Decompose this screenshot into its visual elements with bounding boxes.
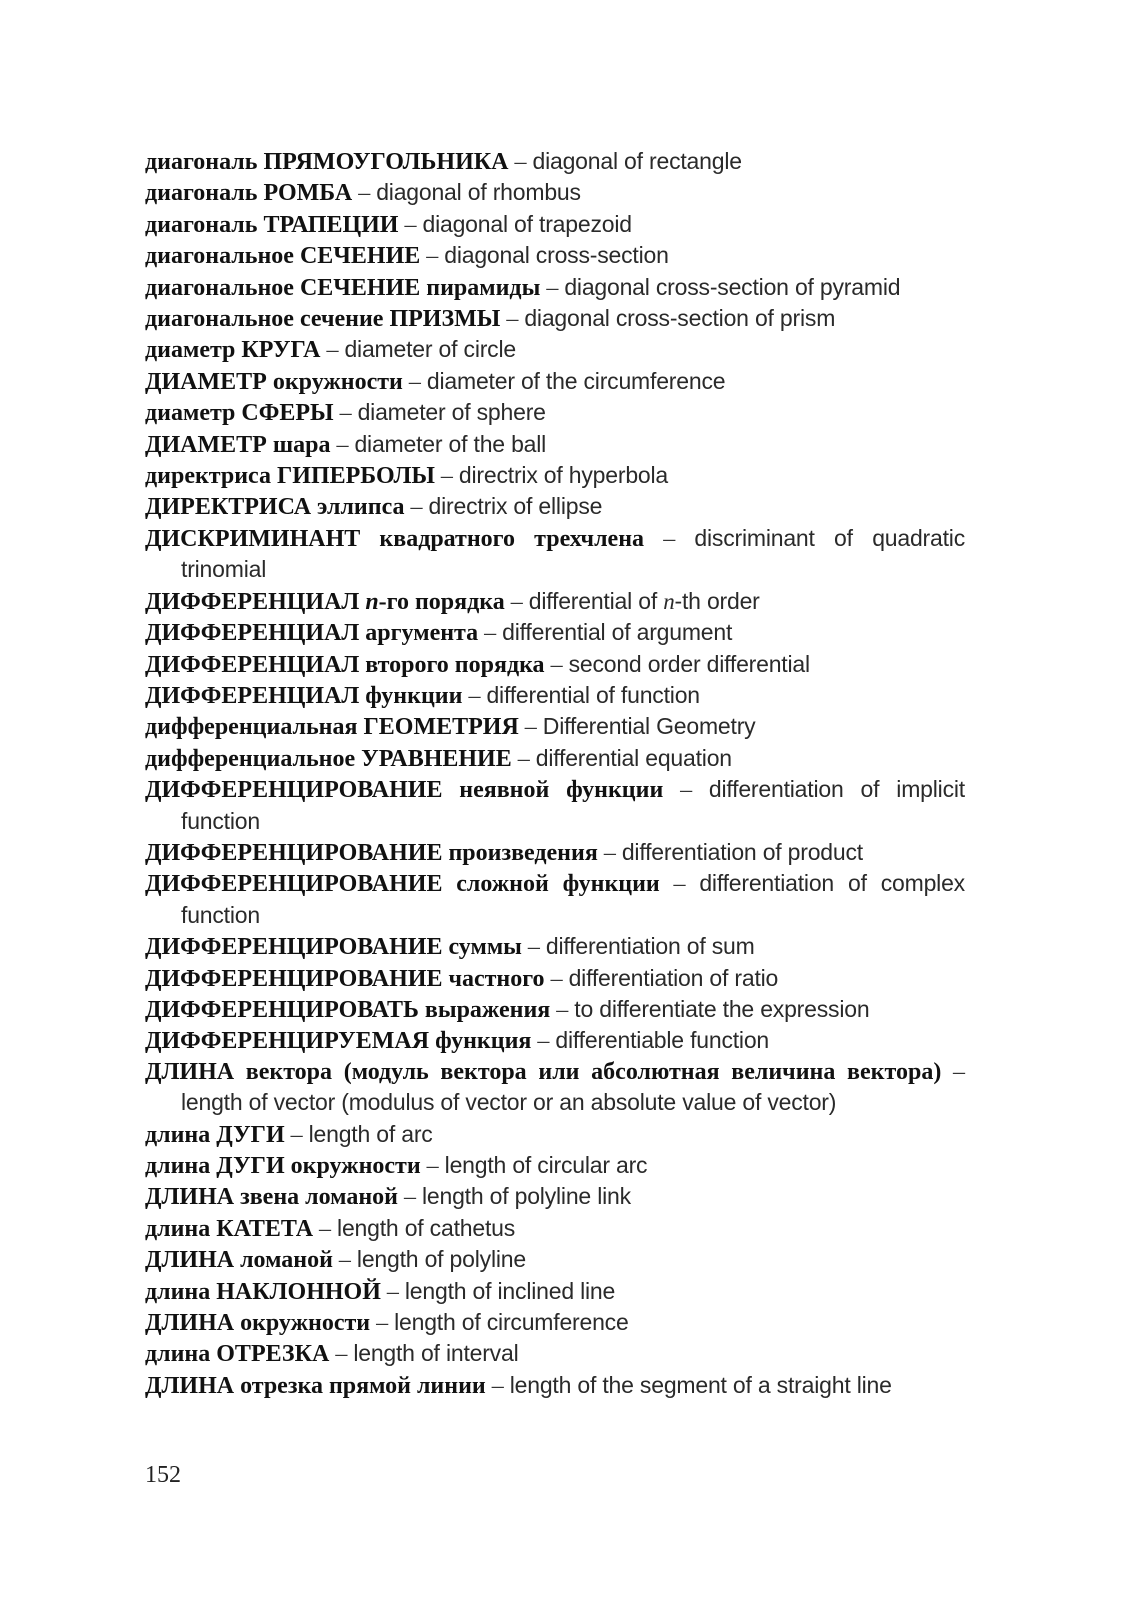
entry-term [145,589,505,615]
dictionary-entry [145,774,965,837]
entry-translation: discriminant of quadratic trinomial [181,524,966,583]
entry-term: ДЛИНА окружности [145,1310,371,1337]
entry-separator: – [404,494,429,521]
dictionary-entry [145,1244,965,1275]
entry-separator: – [518,714,543,741]
entry-term: ДИФФЕРЕНЦИРОВАНИЕ произведения [145,839,598,866]
entry-term: длина ДУГИ окружности [145,1153,421,1179]
entry-term: директриса ГИПЕРБОЛЫ [145,463,435,490]
dictionary-entry [145,146,965,177]
dictionary-entry [145,711,965,742]
dictionary-entry [145,837,965,868]
entry-term: дифференциальное УРАВНЕНИЕ [145,745,512,772]
dictionary-entry [145,303,965,334]
entry-translation: diagonal of rectangle [532,148,742,174]
dictionary-entry [145,397,965,428]
entry-separator: – [462,682,487,709]
entry-translation: length of polyline link [422,1183,631,1210]
entry-term: ДИРЕКТРИСА эллипса [145,494,405,521]
entry-translation: length of the segment of a straight line [509,1371,892,1398]
entry-translation: diagonal of trapezoid [422,210,632,237]
entry-term: диагональное СЕЧЕНИЕ [145,243,421,270]
dictionary-entry [145,963,965,994]
entry-translation [529,588,760,614]
entry-translation: diameter of the circumference [426,367,726,394]
dictionary-entry [145,649,965,680]
entry-translation: diagonal cross-section of pyramid [564,273,901,300]
entry-separator: – [550,996,575,1023]
entry-translation: differentiation of sum [545,933,755,960]
dictionary-entry [145,1338,965,1369]
dictionary-entry [145,523,965,586]
entry-term: ДЛИНА звена ломаной [145,1184,398,1211]
entry-term: ДЛИНА отрезка прямой линии [145,1372,486,1399]
entry-term: длина НАКЛОННОЙ [145,1278,381,1305]
dictionary-entry [145,334,965,365]
entry-translation: length of inclined line [404,1277,616,1304]
entry-translation: Differential Geometry [542,713,756,740]
entry-translation: differentiation of complex function [181,870,965,928]
entry-translation: length of circumference [394,1309,629,1336]
entry-separator: – [402,368,427,395]
entry-separator: – [659,871,700,898]
entry-separator: – [284,1121,309,1148]
entry-separator: – [540,274,565,301]
dictionary-entry [145,1213,965,1244]
dictionary-entry [145,931,965,962]
entry-separator: – [941,1058,966,1085]
entry-term: диаметр КРУГА [145,337,321,364]
entry-separator: – [333,400,358,427]
entry-translation: diameter of circle [344,336,516,363]
entry-term: ДИФФЕРЕНЦИРОВАТЬ выражения [145,996,551,1023]
entry-term-part: ДИФФЕРЕНЦИАЛ [145,588,366,615]
entry-term-part: -го порядка [378,588,505,615]
dictionary-entry [145,1370,965,1401]
dictionary-entry [145,240,965,271]
entry-translation: second order differential [568,650,810,677]
entry-term: ДЛИНА ломаной [145,1247,333,1274]
entry-term: длина КАТЕТА [145,1215,314,1242]
entry-separator: – [504,588,529,615]
entry-translation-part: differential of [528,587,664,614]
entry-separator: – [420,1153,445,1179]
entry-separator: – [370,1310,395,1337]
entry-separator: – [511,745,536,772]
entry-term: диаметр СФЕРЫ [145,400,334,427]
entry-translation: differentiation of product [621,838,863,865]
entry-term: ДЛИНА вектора (модуль вектора или абсолютная величина вектора) [145,1058,942,1085]
entry-separator: – [313,1215,338,1242]
entry-term: ДИФФЕРЕНЦИРОВАНИЕ частного [145,965,545,992]
entry-term: длина ОТРЕЗКА [145,1341,330,1368]
entry-term: ДИФФЕРЕНЦИАЛ аргумента [145,620,479,647]
entry-translation: diagonal of rhombus [376,179,581,206]
entry-term: ДИАМЕТР окружности [145,368,403,395]
entry-separator: – [531,1028,556,1055]
entry-translation: differentiation of ratio [568,964,779,991]
entry-separator: – [644,525,695,552]
dictionary-entry [145,1025,965,1056]
dictionary-entry [145,1276,965,1307]
entry-separator: – [332,1247,357,1274]
entry-separator: – [380,1278,405,1305]
entry-separator: – [398,1184,422,1211]
entry-translation: differential equation [535,744,732,771]
entry-translation: directrix of ellipse [428,493,603,520]
dictionary-entry [145,743,965,774]
dictionary-entry [145,177,965,208]
entry-translation: to differentiate the expression [574,995,870,1022]
entry-translation: differentiation of implicit function [181,776,965,834]
entry-translation-variable: n [663,588,675,614]
entry-translation: length of circular arc [444,1152,648,1178]
entry-translation: differential of function [486,681,700,708]
entry-translation: diagonal cross-section [444,242,669,269]
entry-translation: diagonal cross-section of prism [524,305,836,332]
entry-separator: – [398,211,423,238]
entry-separator: – [521,934,546,961]
entry-term: ДИФФЕРЕНЦИРУЕМАЯ функция [145,1028,532,1055]
entry-term: дифференциальная ГЕОМЕТРИЯ [145,714,519,741]
entry-translation: diameter of the ball [354,430,547,457]
entry-separator: – [330,431,355,458]
entry-translation: length of interval [353,1340,519,1367]
entry-separator: – [329,1341,354,1368]
dictionary-entry [145,994,965,1025]
entry-separator: – [352,180,377,207]
entry-separator: – [597,839,622,866]
dictionary-entry [145,1057,965,1119]
entry-translation: length of cathetus [337,1214,516,1241]
entry-translation: length of polyline [356,1246,526,1273]
entry-separator: – [544,651,569,678]
entry-term: диагональ РОМБА [145,180,353,207]
dictionary-entry [145,272,965,303]
entry-term: диагональное сечение ПРИЗМЫ [145,306,501,333]
entry-term: ДИФФЕРЕНЦИАЛ функции [145,682,463,709]
dictionary-entry [145,1307,965,1338]
entry-term: длина ДУГИ [145,1121,285,1148]
dictionary-entry [145,1150,965,1181]
entry-term: ДИФФЕРЕНЦИРОВАНИЕ суммы [145,934,522,961]
entry-translation: diameter of sphere [357,399,546,426]
dictionary-entry [145,1119,965,1150]
entry-translation: directrix of hyperbola [458,462,668,489]
entry-separator: – [485,1372,510,1399]
dictionary-entry [145,491,965,522]
dictionary-entry [145,617,965,648]
entry-separator: – [320,337,345,364]
dictionary-entry [145,586,965,617]
entry-term: ДИФФЕРЕНЦИРОВАНИЕ неявной функции [145,777,664,804]
entry-term-variable: n [365,588,379,615]
entry-separator: – [500,306,525,333]
entry-translation: length of vector (modulus of vector or an absolute value of vector) [181,1089,837,1116]
dictionary-entry [145,460,965,491]
entry-separator: – [420,243,445,270]
entry-separator: – [508,149,533,175]
entry-term: ДИФФЕРЕНЦИАЛ второго порядка [145,651,545,678]
entry-translation: differentiable function [555,1027,770,1054]
dictionary-entry [145,1181,965,1212]
dictionary-entry [145,868,965,931]
dictionary-entries [145,146,965,1401]
entry-term: ДИФФЕРЕНЦИРОВАНИЕ сложной функции [145,871,660,898]
dictionary-entry [145,429,965,460]
entry-term: диагональ ПРЯМОУГОЛЬНИКА [145,149,509,175]
dictionary-entry [145,209,965,240]
entry-term: диагональ ТРАПЕЦИИ [145,211,399,238]
dictionary-entry [145,680,965,711]
entry-term: ДИСКРИМИНАНТ квадратного трехчлена [145,525,645,552]
page-number: 152 [145,1462,181,1488]
entry-separator: – [663,777,709,804]
entry-separator: – [478,620,503,647]
entry-term: диагональное СЕЧЕНИЕ пирамиды [145,274,541,301]
entry-separator: – [434,463,459,490]
entry-separator: – [544,965,569,992]
entry-term: ДИАМЕТР шара [145,431,331,458]
entry-translation: length of arc [308,1120,433,1147]
dictionary-entry [145,366,965,397]
entry-translation-part: -th order [674,587,760,614]
entry-translation: differential of argument [502,619,733,646]
